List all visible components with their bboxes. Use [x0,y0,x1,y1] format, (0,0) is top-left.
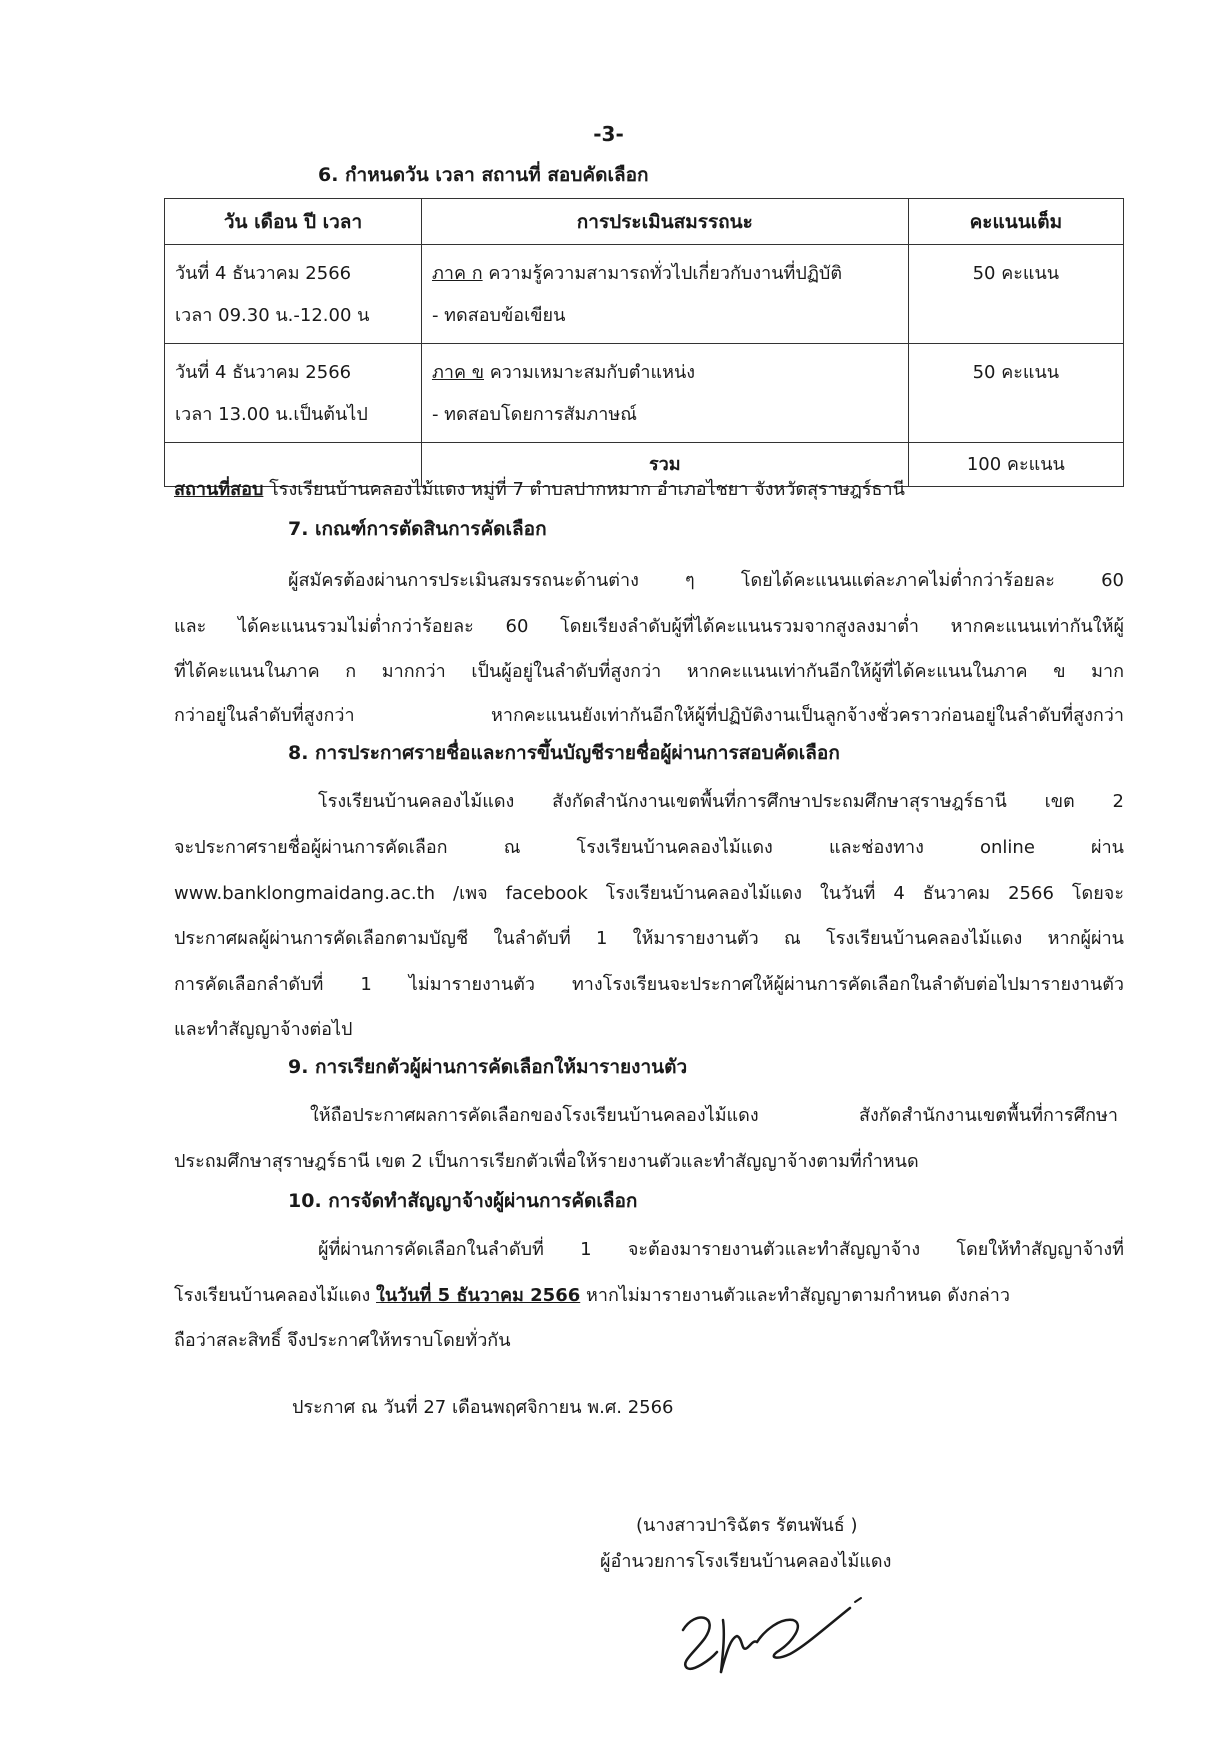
test-method: - ทดสอบโดยการสัมภาษณ์ [431,404,637,425]
score-cell: 50 คะแนน [908,245,1123,344]
date-cell [165,344,422,443]
section-8-line: ประกาศผลผู้ผ่านการคัดเลือกตามบัญชี ในลำดับที่ 1 ให้มารายงานตัว ณ โรงเรียนบ้านคลองไม้แดง หากผู้ผ่าน [174,928,1124,949]
announcement-date: ประกาศ ณ วันที่ 27 เดือนพฤศจิกายน พ.ศ. 2566 [292,1397,674,1418]
page-number: -3- [593,122,624,146]
section-6-heading: 6. กำหนดวัน เวลา สถานที่ สอบคัดเลือก [318,164,649,186]
table-row [165,344,1124,443]
row-date: วันที่ 4 ธันวาคม 2566 [175,362,352,383]
section-7-heading: 7. เกณฑ์การตัดสินการคัดเลือก [288,518,547,540]
total-score: 100 คะแนน [908,443,1123,487]
score-cell: 50 คะแนน [908,344,1123,443]
section-8-line: การคัดเลือกลำดับที่ 1 ไม่มารายงานตัว ทางโรงเรียนจะประกาศให้ผู้ผ่านการคัดเลือกในลำดับต่อไปมารายงานตัว [174,974,1124,995]
section-10-line: ถือว่าสละสิทธิ์ จึงประกาศให้ทราบโดยทั่วกัน [174,1330,511,1351]
section-9-line: ประถมศึกษาสุราษฎร์ธานี เขต 2 เป็นการเรียกตัวเพื่อให้รายงานตัวและทำสัญญาจ้างตามที่กำหนด [174,1151,919,1172]
section-8-line: โรงเรียนบ้านคลองไม้แดง สังกัดสำนักงานเขตพื้นที่การศึกษาประถมศึกษาสุราษฎร์ธานี เขต 2 [318,791,1124,812]
header-date: วัน เดือน ปี เวลา [165,199,422,245]
assessment-cell [421,344,908,443]
section-10-heading: 10. การจัดทำสัญญาจ้างผู้ผ่านการคัดเลือก [288,1190,638,1212]
section-9-line: ให้ถือประกาศผลการคัดเลือกของโรงเรียนบ้านคลองไม้แดง สังกัดสำนักงานเขตพื้นที่การศึกษา [310,1105,1118,1126]
part-description: ความรู้ความสามารถทั่วไปเกี่ยวกับงานที่ปฏิบัติ [482,263,843,284]
part-label: ภาค ข [431,362,485,383]
section-8-line: และทำสัญญาจ้างต่อไป [174,1019,353,1040]
header-assessment: การประเมินสมรรถนะ [421,199,908,245]
signer-name: (นางสาวปาริฉัตร รัตนพันธ์ ) [636,1515,858,1536]
section-7-line: ที่ได้คะแนนในภาค ก มากกว่า เป็นผู้อยู่ในลำดับที่สูงกว่า หากคะแนนเท่ากันอีกให้ผู้ที่ได้คะแนนในภาค ข มาก [174,661,1124,682]
section-10-line2-post: หากไม่มารายงานตัวและทำสัญญาตามกำหนด ดังกล่าว [580,1285,1010,1306]
exam-schedule-table [164,198,1124,487]
signer-title: ผู้อำนวยการโรงเรียนบ้านคลองไม้แดง [600,1551,892,1572]
date-cell [165,245,422,344]
section-10-line: ผู้ที่ผ่านการคัดเลือกในลำดับที่ 1 จะต้องมารายงานตัวและทำสัญญาจ้าง โดยให้ทำสัญญาจ้างที่ [318,1239,1124,1260]
venue-label: สถานที่สอบ [174,479,264,500]
venue-line [174,474,905,503]
row-time: เวลา 09.30 น.-12.00 น [175,305,370,326]
section-8-line: www.banklongmaidang.ac.th /เพจ facebook โรงเรียนบ้านคลองไม้แดง ในวันที่ 4 ธันวาคม 2566 โดยจะ [174,883,1124,904]
table-header-row [165,199,1124,245]
section-7-line: และ ได้คะแนนรวมไม่ต่ำกว่าร้อยละ 60 โดยเรียงลำดับผู้ที่ได้คะแนนรวมจากสูงลงมาต่ำ หากคะแนนเท่ากันให้ผู้ [174,616,1124,637]
section-10-line2-pre: โรงเรียนบ้านคลองไม้แดง [174,1285,377,1306]
row-date: วันที่ 4 ธันวาคม 2566 [175,263,352,284]
test-method: - ทดสอบข้อเขียน [431,305,566,326]
total-label: รวม [421,443,908,487]
signature-image [665,1590,875,1685]
contract-date: ในวันที่ 5 ธันวาคม 2566 [376,1285,581,1306]
assessment-cell [421,245,908,344]
header-full-score: คะแนนเต็ม [908,199,1123,245]
row-time: เวลา 13.00 น.เป็นต้นไป [175,404,368,425]
part-description: ความเหมาะสมกับตำแหน่ง [484,362,696,383]
section-8-line: จะประกาศรายชื่อผู้ผ่านการคัดเลือก ณ โรงเรียนบ้านคลองไม้แดง และช่องทาง online ผ่าน [174,837,1124,858]
section-7-line: กว่าอยู่ในลำดับที่สูงกว่า หากคะแนนยังเท่ากันอีกให้ผู้ที่ปฏิบัติงานเป็นลูกจ้างชั่วคราวก่อนอยู่ในลำดับที่สูงกว่า [174,705,1124,726]
venue-text: โรงเรียนบ้านคลองไม้แดง หมู่ที่ 7 ตำบลปากหมาก อำเภอไชยา จังหวัดสุราษฎร์ธานี [263,479,905,500]
table-row [165,245,1124,344]
section-8-heading: 8. การประกาศรายชื่อและการขึ้นบัญชีรายชื่อผู้ผ่านการสอบคัดเลือก [288,742,840,764]
section-7-line: ผู้สมัครต้องผ่านการประเมินสมรรถนะด้านต่าง ๆ โดยได้คะแนนแต่ละภาคไม่ต่ำกว่าร้อยละ 60 [288,570,1124,591]
section-9-heading: 9. การเรียกตัวผู้ผ่านการคัดเลือกให้มารายงานตัว [288,1056,688,1078]
section-10-line [174,1280,1010,1309]
part-label: ภาค ก [431,263,483,284]
